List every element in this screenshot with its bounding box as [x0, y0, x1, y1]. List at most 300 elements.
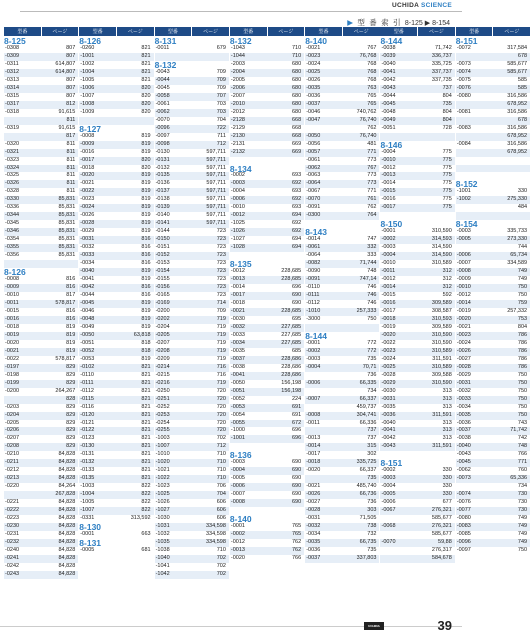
page-reference: 829 [66, 427, 76, 434]
page-reference: 735 [367, 475, 377, 482]
model-number: -0070 [306, 196, 321, 203]
index-row [155, 308, 229, 316]
model-number: -0021 [230, 307, 245, 314]
index-row [79, 157, 153, 165]
page-reference: 680 [292, 100, 302, 107]
model-number: -0017 [381, 204, 396, 211]
index-row [79, 236, 153, 244]
index-row [4, 85, 78, 93]
page-reference: 309,589 [431, 323, 452, 330]
index-row [230, 316, 304, 324]
index-row [305, 244, 379, 252]
index-row [4, 141, 78, 149]
model-number: -1000 [230, 427, 245, 434]
model-number: -0062 [306, 164, 321, 171]
model-number: -0024 [381, 355, 396, 362]
model-number: -2010 [230, 100, 245, 107]
model-number: -0241 [5, 554, 20, 561]
index-row [380, 172, 454, 180]
model-number: -0031 [80, 236, 95, 243]
page-reference: 719 [216, 339, 226, 346]
page-reference: 678,952 [507, 132, 528, 139]
page-reference: 71,744 [359, 260, 377, 267]
page-reference: 709 [216, 307, 226, 314]
page-reference: 677 [442, 499, 452, 506]
page-reference: 335,725 [431, 60, 452, 67]
model-number: -1041 [155, 562, 170, 569]
index-row [456, 109, 530, 117]
page-reference: 746 [367, 299, 377, 306]
index-row [79, 316, 153, 324]
page-reference: 308,587 [431, 307, 452, 314]
index-row [79, 396, 153, 404]
page-reference: 84,828 [58, 515, 76, 522]
index-row [305, 499, 379, 507]
model-number: -1032 [155, 531, 170, 538]
index-row [305, 412, 379, 420]
index-row [4, 539, 78, 547]
model-number: -0097 [456, 547, 471, 553]
model-number: -0043 [155, 68, 170, 75]
page-reference: 84,828 [58, 570, 76, 577]
index-row [4, 388, 78, 396]
model-number: -1008 [80, 100, 95, 107]
page-reference: 720 [216, 411, 226, 418]
index-row [230, 141, 304, 149]
page-reference: 775 [442, 196, 452, 203]
index-row [456, 149, 530, 157]
index-row [4, 483, 78, 491]
model-number: -0004 [381, 483, 396, 490]
page-reference: 585 [517, 76, 528, 83]
page-reference: 76,768 [359, 52, 377, 59]
model-number: -0209 [155, 355, 170, 362]
index-row [230, 396, 304, 404]
page-reference: 314,590 [431, 252, 452, 259]
index-row [230, 292, 304, 300]
page-reference: 822 [141, 491, 151, 498]
model-number: -0076 [456, 499, 471, 506]
model-number: -0028 [381, 371, 396, 378]
page-reference: 821 [141, 451, 151, 458]
index-row [79, 404, 153, 412]
index-row [456, 499, 530, 507]
page-reference: 720 [216, 403, 226, 410]
page-reference: 749 [517, 276, 528, 283]
page-reference: 316,586 [507, 124, 528, 131]
model-number: -0206 [5, 427, 20, 434]
index-row [305, 459, 379, 467]
index-row [230, 109, 304, 117]
index-row [155, 340, 229, 348]
section-prefix: 8-143 [305, 227, 327, 238]
column-header-model: 型番 [230, 27, 267, 36]
page-reference: 819 [141, 307, 151, 314]
section-heading [4, 268, 78, 276]
model-number: -1009 [80, 108, 95, 115]
model-number: -0006 [230, 196, 245, 203]
page-reference: 767 [367, 44, 377, 51]
page-reference: 719 [216, 323, 226, 330]
index-row [456, 515, 530, 523]
page-reference: 747 [367, 236, 377, 243]
index-row [456, 507, 530, 515]
index-row [230, 53, 304, 61]
model-number: -0002 [381, 467, 396, 474]
page-reference: 66,337 [359, 467, 377, 474]
page-reference: 807 [66, 76, 76, 83]
page-reference: 750 [367, 315, 377, 322]
index-row [155, 45, 229, 53]
index-row [305, 196, 379, 204]
model-number: -1020 [155, 459, 170, 466]
page-reference: 85,831 [58, 244, 76, 251]
page-reference: 691 [292, 411, 302, 418]
page-reference: 710 [216, 547, 226, 553]
page-reference: 84,828 [58, 523, 76, 530]
index-row [4, 555, 78, 563]
page-reference: 723 [216, 260, 226, 267]
index-row [4, 61, 78, 69]
page-reference: 735 [442, 100, 452, 107]
section-heading [305, 332, 379, 340]
index-row [380, 364, 454, 372]
page-reference: 750 [517, 547, 528, 553]
index-row [155, 420, 229, 428]
model-number: -0036 [456, 419, 471, 426]
index-row [380, 324, 454, 332]
index-row [380, 109, 454, 117]
model-number: -1007 [155, 443, 170, 450]
page-reference: 690 [292, 292, 302, 298]
page-reference: 723 [216, 284, 226, 291]
brand-suffix: SCIENCE [421, 2, 452, 9]
index-row [456, 77, 530, 85]
model-number: -0048 [381, 108, 396, 115]
page-reference: 765 [292, 523, 302, 530]
index-row [456, 388, 530, 396]
model-number: -0050 [306, 132, 321, 139]
page-reference: 819 [66, 339, 76, 346]
index-row [456, 435, 530, 443]
page-reference: 765 [367, 92, 377, 99]
index-row [79, 420, 153, 428]
index-row [305, 61, 379, 69]
index-row [79, 85, 153, 93]
index-row [155, 491, 229, 499]
page-reference: 710 [216, 475, 226, 482]
index-row [380, 316, 454, 324]
index-row [456, 268, 530, 276]
model-number: -1002 [80, 60, 95, 67]
page-reference: 749 [517, 268, 528, 275]
index-row [305, 85, 379, 93]
index-row [230, 539, 304, 547]
page-reference: 710 [216, 451, 226, 458]
page-reference: 310,593 [431, 315, 452, 322]
page-reference: 690 [292, 467, 302, 474]
page-reference: 63,818 [133, 331, 151, 338]
index-row [79, 260, 153, 268]
section-prefix: 8-126 [4, 267, 26, 278]
index-row [305, 555, 379, 563]
model-number: -0042 [381, 435, 396, 442]
page-reference: 710 [292, 52, 302, 59]
page-reference: 694 [292, 212, 302, 219]
page-reference: 766 [517, 451, 528, 458]
index-row [79, 483, 153, 491]
index-row [79, 133, 153, 141]
page-reference: 313 [442, 419, 452, 426]
section-prefix: 8-131 [79, 538, 102, 549]
index-row [79, 109, 153, 117]
page-reference: 821 [141, 371, 151, 378]
page-reference: 316,586 [507, 92, 528, 99]
section-heading [155, 61, 229, 69]
model-number: -0033 [456, 395, 471, 402]
index-row [79, 252, 153, 260]
model-number: -0243 [5, 570, 20, 577]
model-number: -0111 [80, 379, 94, 386]
page-reference: 606 [216, 515, 226, 522]
section-heading [79, 125, 153, 133]
index-row [305, 539, 379, 547]
index-row [79, 212, 153, 220]
index-row [79, 300, 153, 308]
page-reference: 330 [442, 475, 452, 482]
index-row [380, 85, 454, 93]
page-reference: 829 [66, 435, 76, 442]
page-reference: 310,589 [431, 347, 452, 354]
page-reference: 736 [367, 499, 377, 506]
page-reference: 312 [442, 284, 452, 291]
page-reference: 816 [66, 307, 76, 314]
index-row [456, 459, 530, 467]
index-row [456, 188, 530, 196]
page-reference: 66,736 [359, 491, 377, 498]
model-number: -0015 [381, 188, 396, 195]
model-number: -0208 [5, 443, 20, 450]
model-number: -0001 [381, 228, 396, 235]
model-number: -0096 [456, 539, 471, 546]
model-number: -0039 [381, 52, 396, 59]
page-reference: 829 [66, 371, 76, 378]
page-reference: 716 [216, 363, 226, 370]
model-number: -1026 [155, 499, 170, 506]
index-row [380, 268, 454, 276]
index-row [79, 547, 153, 555]
index-row [456, 93, 530, 101]
model-number: -0139 [155, 204, 170, 211]
page-reference: 821 [141, 44, 151, 51]
model-number: -1004 [80, 68, 95, 75]
model-number: -0311 [5, 60, 19, 67]
section-heading [4, 37, 78, 45]
page-reference: 276,321 [431, 523, 452, 530]
page-reference: 829 [66, 443, 76, 450]
model-number: -0017 [80, 156, 95, 163]
index-arrow-icon: ▶ [347, 18, 354, 27]
index-row [380, 483, 454, 491]
page-reference: 224 [292, 395, 302, 402]
page-reference: 578,817 [55, 355, 76, 362]
model-number: -0207 [5, 435, 20, 442]
model-number: -2003 [230, 60, 245, 67]
index-row [305, 252, 379, 260]
index-row [305, 396, 379, 404]
index-row [79, 356, 153, 364]
section-heading [230, 451, 304, 459]
page-reference: 85,831 [58, 220, 76, 227]
page-reference: 819 [141, 323, 151, 330]
index-row [155, 515, 229, 523]
column-header-page: ページ [493, 27, 530, 36]
page-reference: 696 [292, 284, 302, 291]
page-reference: 84,828 [58, 539, 76, 546]
page-reference: 734 [367, 387, 377, 394]
model-number: -1042 [155, 570, 170, 577]
page-reference: 712 [216, 140, 226, 147]
index-row [230, 61, 304, 69]
section-prefix: 8-152 [455, 179, 478, 190]
index-row [155, 260, 229, 268]
page-reference: 811 [66, 188, 76, 195]
model-number: -2012 [230, 108, 245, 115]
index-row [305, 300, 379, 308]
page-reference: 762 [292, 547, 302, 553]
model-number: -0032 [306, 523, 321, 530]
index-row [305, 180, 379, 188]
model-number: -0204 [155, 323, 170, 330]
model-number: -0082 [306, 260, 321, 267]
section-prefix: 8-151 [380, 458, 403, 469]
index-row [155, 133, 229, 141]
model-number: -0021 [306, 483, 321, 490]
index-row [380, 284, 454, 292]
model-number: -0320 [5, 140, 20, 147]
page-reference: 66,335 [359, 379, 377, 386]
model-number: -0028 [456, 363, 471, 370]
index-row [456, 61, 530, 69]
section-heading [230, 165, 304, 173]
model-number: -0010 [5, 292, 20, 298]
page-reference: 227,685 [281, 331, 302, 338]
index-row [380, 404, 454, 412]
page-reference: 680 [292, 108, 302, 115]
index-row [4, 451, 78, 459]
index-row [230, 284, 304, 292]
index-row [230, 332, 304, 340]
model-number: -0052 [230, 395, 245, 402]
section-prefix: 8-136 [229, 450, 252, 461]
page-reference: 762 [367, 204, 377, 211]
model-number: -0035 [456, 411, 471, 418]
model-number: -0010 [381, 260, 396, 267]
index-row [155, 125, 229, 133]
page-reference: 819 [141, 132, 151, 139]
model-number: -0323 [5, 156, 20, 163]
index-row [79, 324, 153, 332]
index-row [4, 340, 78, 348]
page-reference: 702 [216, 562, 226, 569]
model-number: -0022 [381, 339, 396, 346]
index-row [230, 380, 304, 388]
page-reference: 772 [367, 347, 377, 354]
page-reference: 818 [141, 347, 151, 354]
model-number: -1027 [230, 236, 245, 243]
index-row [4, 332, 78, 340]
page-reference: 768 [367, 76, 377, 83]
model-number: -0214 [155, 363, 170, 370]
page-reference: 606 [216, 499, 226, 506]
index-row [456, 427, 530, 435]
model-number: -0202 [155, 315, 170, 322]
model-number: -1044 [230, 52, 245, 59]
page-reference: 730 [517, 507, 528, 514]
page-reference: 767 [367, 164, 377, 171]
model-number: -0006 [456, 252, 471, 259]
page-reference: 679 [216, 44, 226, 51]
page-reference: 807 [66, 52, 76, 59]
model-number: -0007 [306, 395, 321, 402]
page-reference: 786 [517, 363, 528, 370]
model-number: -0144 [155, 228, 170, 235]
model-number: -0015 [5, 307, 20, 314]
model-number: -0053 [80, 355, 95, 362]
index-row [380, 125, 454, 133]
page-reference: 691 [292, 403, 302, 410]
page-reference: 749 [517, 523, 528, 530]
page-reference: 663 [141, 531, 151, 538]
page-reference: 692 [292, 196, 302, 203]
model-number: -0331 [80, 515, 95, 522]
model-number: -0014 [306, 443, 321, 450]
page-reference: 807 [66, 44, 76, 51]
model-number: -0007 [230, 491, 245, 498]
index-row [155, 228, 229, 236]
page-reference: 821 [141, 435, 151, 442]
index-row [305, 443, 379, 451]
index-row [305, 435, 379, 443]
model-number: -0090 [306, 268, 321, 275]
model-number: -0040 [381, 419, 396, 426]
page-reference: 821 [141, 475, 151, 482]
model-number: -0042 [80, 284, 95, 291]
model-number: -0253 [155, 411, 170, 418]
page-reference: 597,711 [206, 180, 226, 187]
page-reference: 84,828 [58, 507, 76, 514]
page-reference: 819 [141, 140, 151, 147]
section-heading [305, 228, 379, 236]
index-row [79, 204, 153, 212]
model-number: -0231 [5, 531, 20, 538]
index-row [4, 172, 78, 180]
page-reference: 821 [141, 419, 151, 426]
page-reference: 690 [292, 475, 302, 482]
index-row [155, 539, 229, 547]
index-row [230, 531, 304, 539]
model-number: -0013 [381, 172, 396, 179]
model-number: -0011 [381, 268, 396, 275]
page-reference: 748 [367, 268, 377, 275]
column-header-page: ページ [343, 27, 380, 36]
index-row [380, 539, 454, 547]
index-row [305, 284, 379, 292]
index-row [305, 188, 379, 196]
model-number: -0003 [230, 459, 245, 466]
index-row [230, 220, 304, 228]
page-reference: 614,807 [55, 60, 76, 67]
